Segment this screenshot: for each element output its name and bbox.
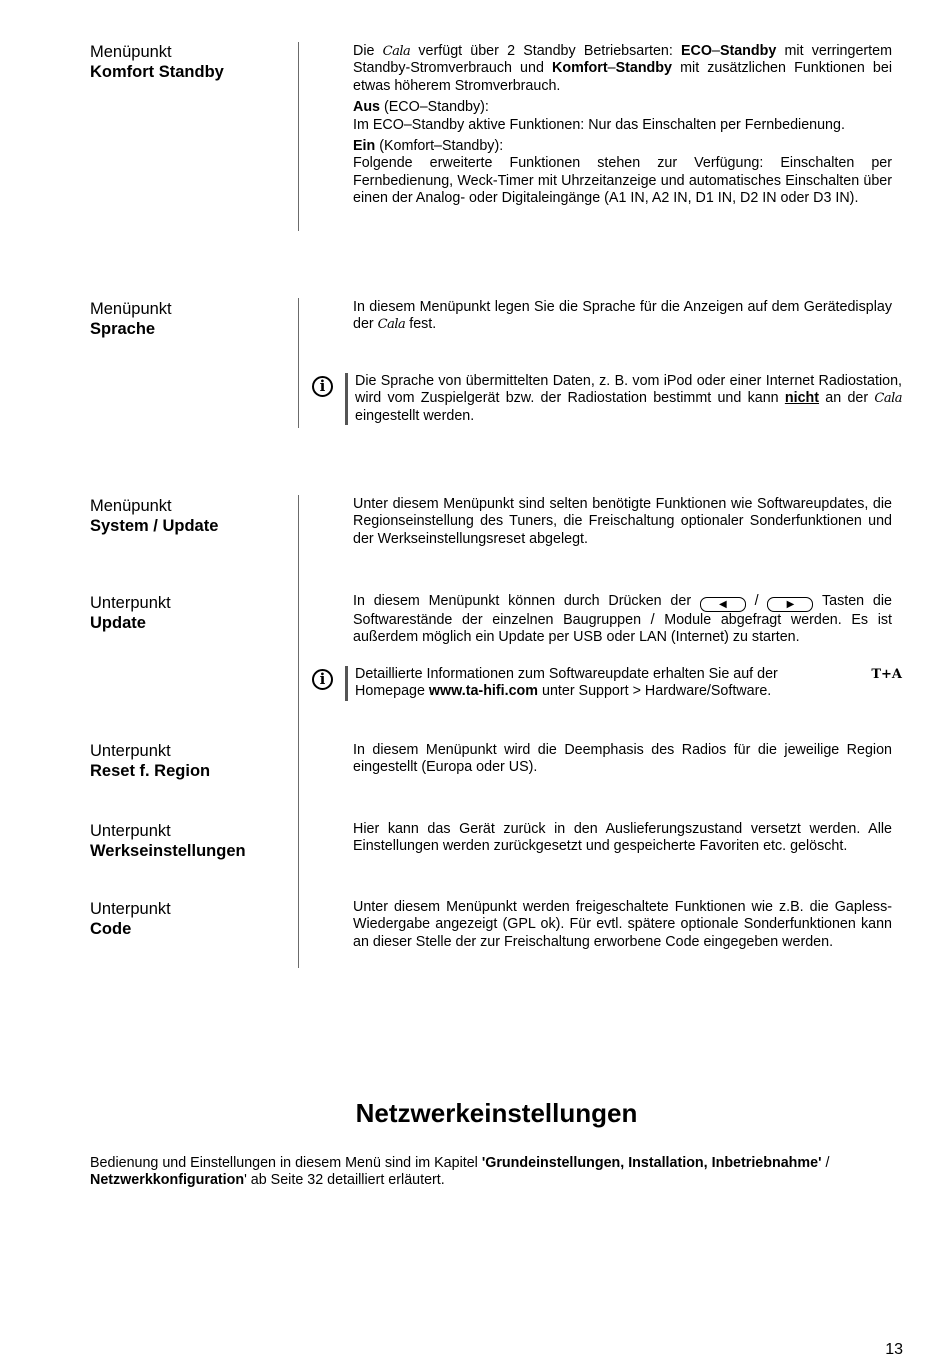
label-bold: Reset f. Region <box>90 762 211 780</box>
info-icon: i <box>312 376 333 397</box>
label-top: Menüpunkt <box>90 497 172 515</box>
chapter-bold: Netzwerkkonfiguration <box>90 1172 245 1189</box>
text: Detaillierte Informationen zum Softwareupdate erhalten Sie auf der <box>355 666 778 682</box>
text: ' ab Seite 32 detailliert erläutert. <box>244 1172 445 1189</box>
sprache-text <box>353 299 892 334</box>
region-paragraph: In diesem Menüpunkt wird die Deemphasis des Radios für die jeweilige Region eingestellt (Europa oder US). <box>353 742 892 776</box>
sprache-paragraph <box>353 299 892 334</box>
text: eingestellt werden. <box>355 407 475 424</box>
text: (ECO–Standby): <box>380 99 489 116</box>
komfort-bold: Komfort <box>552 60 608 77</box>
text: In diesem Menüpunkt können durch Drücken der <box>353 593 700 609</box>
dash: – <box>711 43 720 59</box>
left-key-icon: ◀ <box>700 597 746 612</box>
system-text <box>353 496 892 548</box>
text: Bedienung und Einstellungen in diesem Menü sind im Kapitel <box>90 1155 482 1171</box>
ein-text: Folgende erweiterte Funktionen stehen zur Verfügung: Einschalten per Fernbedienung, Weck-Timer mit Uhrzeitanzeige und automatisches Einschalten über einen der Analog- oder Digitaleingänge (A1 IN, A2 IN, D1 IN, D2 IN oder D3 IN). <box>353 155 892 207</box>
update-paragraph <box>353 593 892 647</box>
aus-text: Im ECO–Standby aktive Funktionen: Nur das Einschalten per Fernbedienung. <box>353 116 845 133</box>
ein-bold: Ein <box>353 138 376 155</box>
code-text <box>353 899 892 951</box>
label-bold: Komfort Standby <box>90 63 224 81</box>
network-footer-text <box>90 1155 890 1190</box>
label-top: Unterpunkt <box>90 594 171 612</box>
page-number: 13 <box>885 1341 903 1358</box>
eco-bold: ECO <box>681 43 712 59</box>
komfort-standby-text <box>353 43 892 208</box>
text: unter Support > Hardware/Software. <box>538 683 772 700</box>
text: Die <box>353 43 383 59</box>
label-bold: Sprache <box>90 320 156 338</box>
werk-text <box>353 821 892 856</box>
separator-komfort <box>298 42 299 231</box>
label-sprache <box>90 299 172 339</box>
text: (Komfort–Standby): <box>375 138 504 155</box>
separator-sprache <box>298 298 299 428</box>
label-code <box>90 899 171 939</box>
text: an der <box>819 390 875 407</box>
update-text <box>353 593 892 647</box>
label-werkseinstellungen <box>90 821 246 861</box>
label-bold: Code <box>90 920 132 938</box>
label-bold: System / Update <box>90 517 219 535</box>
cala-logo: Cala <box>377 317 406 333</box>
update-note <box>345 666 902 701</box>
label-bold: Update <box>90 614 146 632</box>
dash: – <box>607 60 616 77</box>
text: Die Sprache von übermittelten Daten, z. B. vom iPod oder einer Internet Radiostation, wird vom Zuspielgerät bzw. der Radiostation bestimmt und kann <box>355 373 902 407</box>
standby-bold: Standby <box>719 43 777 59</box>
label-bold: Werkseinstellungen <box>90 842 246 860</box>
label-update <box>90 593 171 633</box>
sprache-note <box>345 373 902 425</box>
aus-heading <box>353 99 892 116</box>
text: mit verringertem Standby-Stromverbrauch und <box>353 43 892 77</box>
label-reset-region <box>90 741 210 781</box>
text: fest. <box>405 316 437 333</box>
label-top: Unterpunkt <box>90 742 171 760</box>
text: mit zusätzlichen Funktionen bei etwas höherem Stromverbrauch. <box>353 60 893 94</box>
label-top: Menüpunkt <box>90 43 172 61</box>
text: In diesem Menüpunkt legen Sie die Sprache für die Anzeigen auf dem Gerätedisplay der <box>353 299 892 333</box>
cala-logo: Cala <box>382 44 411 59</box>
homepage-link[interactable]: www.ta-hifi.com <box>428 683 539 700</box>
separator-system <box>298 495 299 968</box>
right-key-icon: ▶ <box>767 597 813 612</box>
cala-logo: Cala <box>874 391 902 407</box>
werk-paragraph: Hier kann das Gerät zurück in den Auslieferungszustand versetzt werden. Alle Einstellungen werden zurückgesetzt und gespeicherte Favoriten etc. gelöscht. <box>353 821 892 855</box>
nicht-bold: nicht <box>784 390 820 407</box>
code-paragraph: Unter diesem Menüpunkt werden freigeschaltete Funktionen wie z.B. die Gapless-Wiedergabe angezeigt (GPL ok). Für evtl. spätere optionale Sonderfunktionen kann an dieser Stelle der zur Freischaltung erworbene Code eingegeben werden. <box>353 899 892 950</box>
label-top: Unterpunkt <box>90 900 171 918</box>
text: / <box>745 593 768 609</box>
aus-bold: Aus <box>353 99 381 116</box>
system-paragraph: Unter diesem Menüpunkt sind selten benötigte Funktionen wie Softwareupdates, die Regionseinstellung des Tuners, die Freischaltung optionaler Sonderfunktionen und der Werkseinstellungsreset abgelegt. <box>353 496 892 547</box>
label-komfort-standby <box>90 42 224 82</box>
label-system-update <box>90 496 218 536</box>
section-heading: Netzwerkeinstellungen <box>355 1098 638 1128</box>
ein-heading <box>353 138 892 155</box>
text: / <box>821 1155 830 1171</box>
chapter-bold: 'Grundeinstellungen, Installation, Inbetriebnahme' <box>481 1155 822 1171</box>
standby-bold: Standby <box>615 60 672 77</box>
text: Tasten die Softwarestände der einzelnen Baugruppen / Module abgefragt werden. Es ist außerdem möglich ein Update per USB oder LAN (Internet) zu starten. <box>353 593 893 646</box>
region-text <box>353 742 892 777</box>
text: verfügt über 2 Standby Betriebsarten: <box>410 43 681 59</box>
ta-logo: T+A <box>871 667 902 682</box>
label-top: Unterpunkt <box>90 822 171 840</box>
text: Homepage <box>355 683 429 700</box>
label-top: Menüpunkt <box>90 300 172 318</box>
komfort-intro <box>353 43 892 95</box>
info-icon: i <box>312 669 333 690</box>
